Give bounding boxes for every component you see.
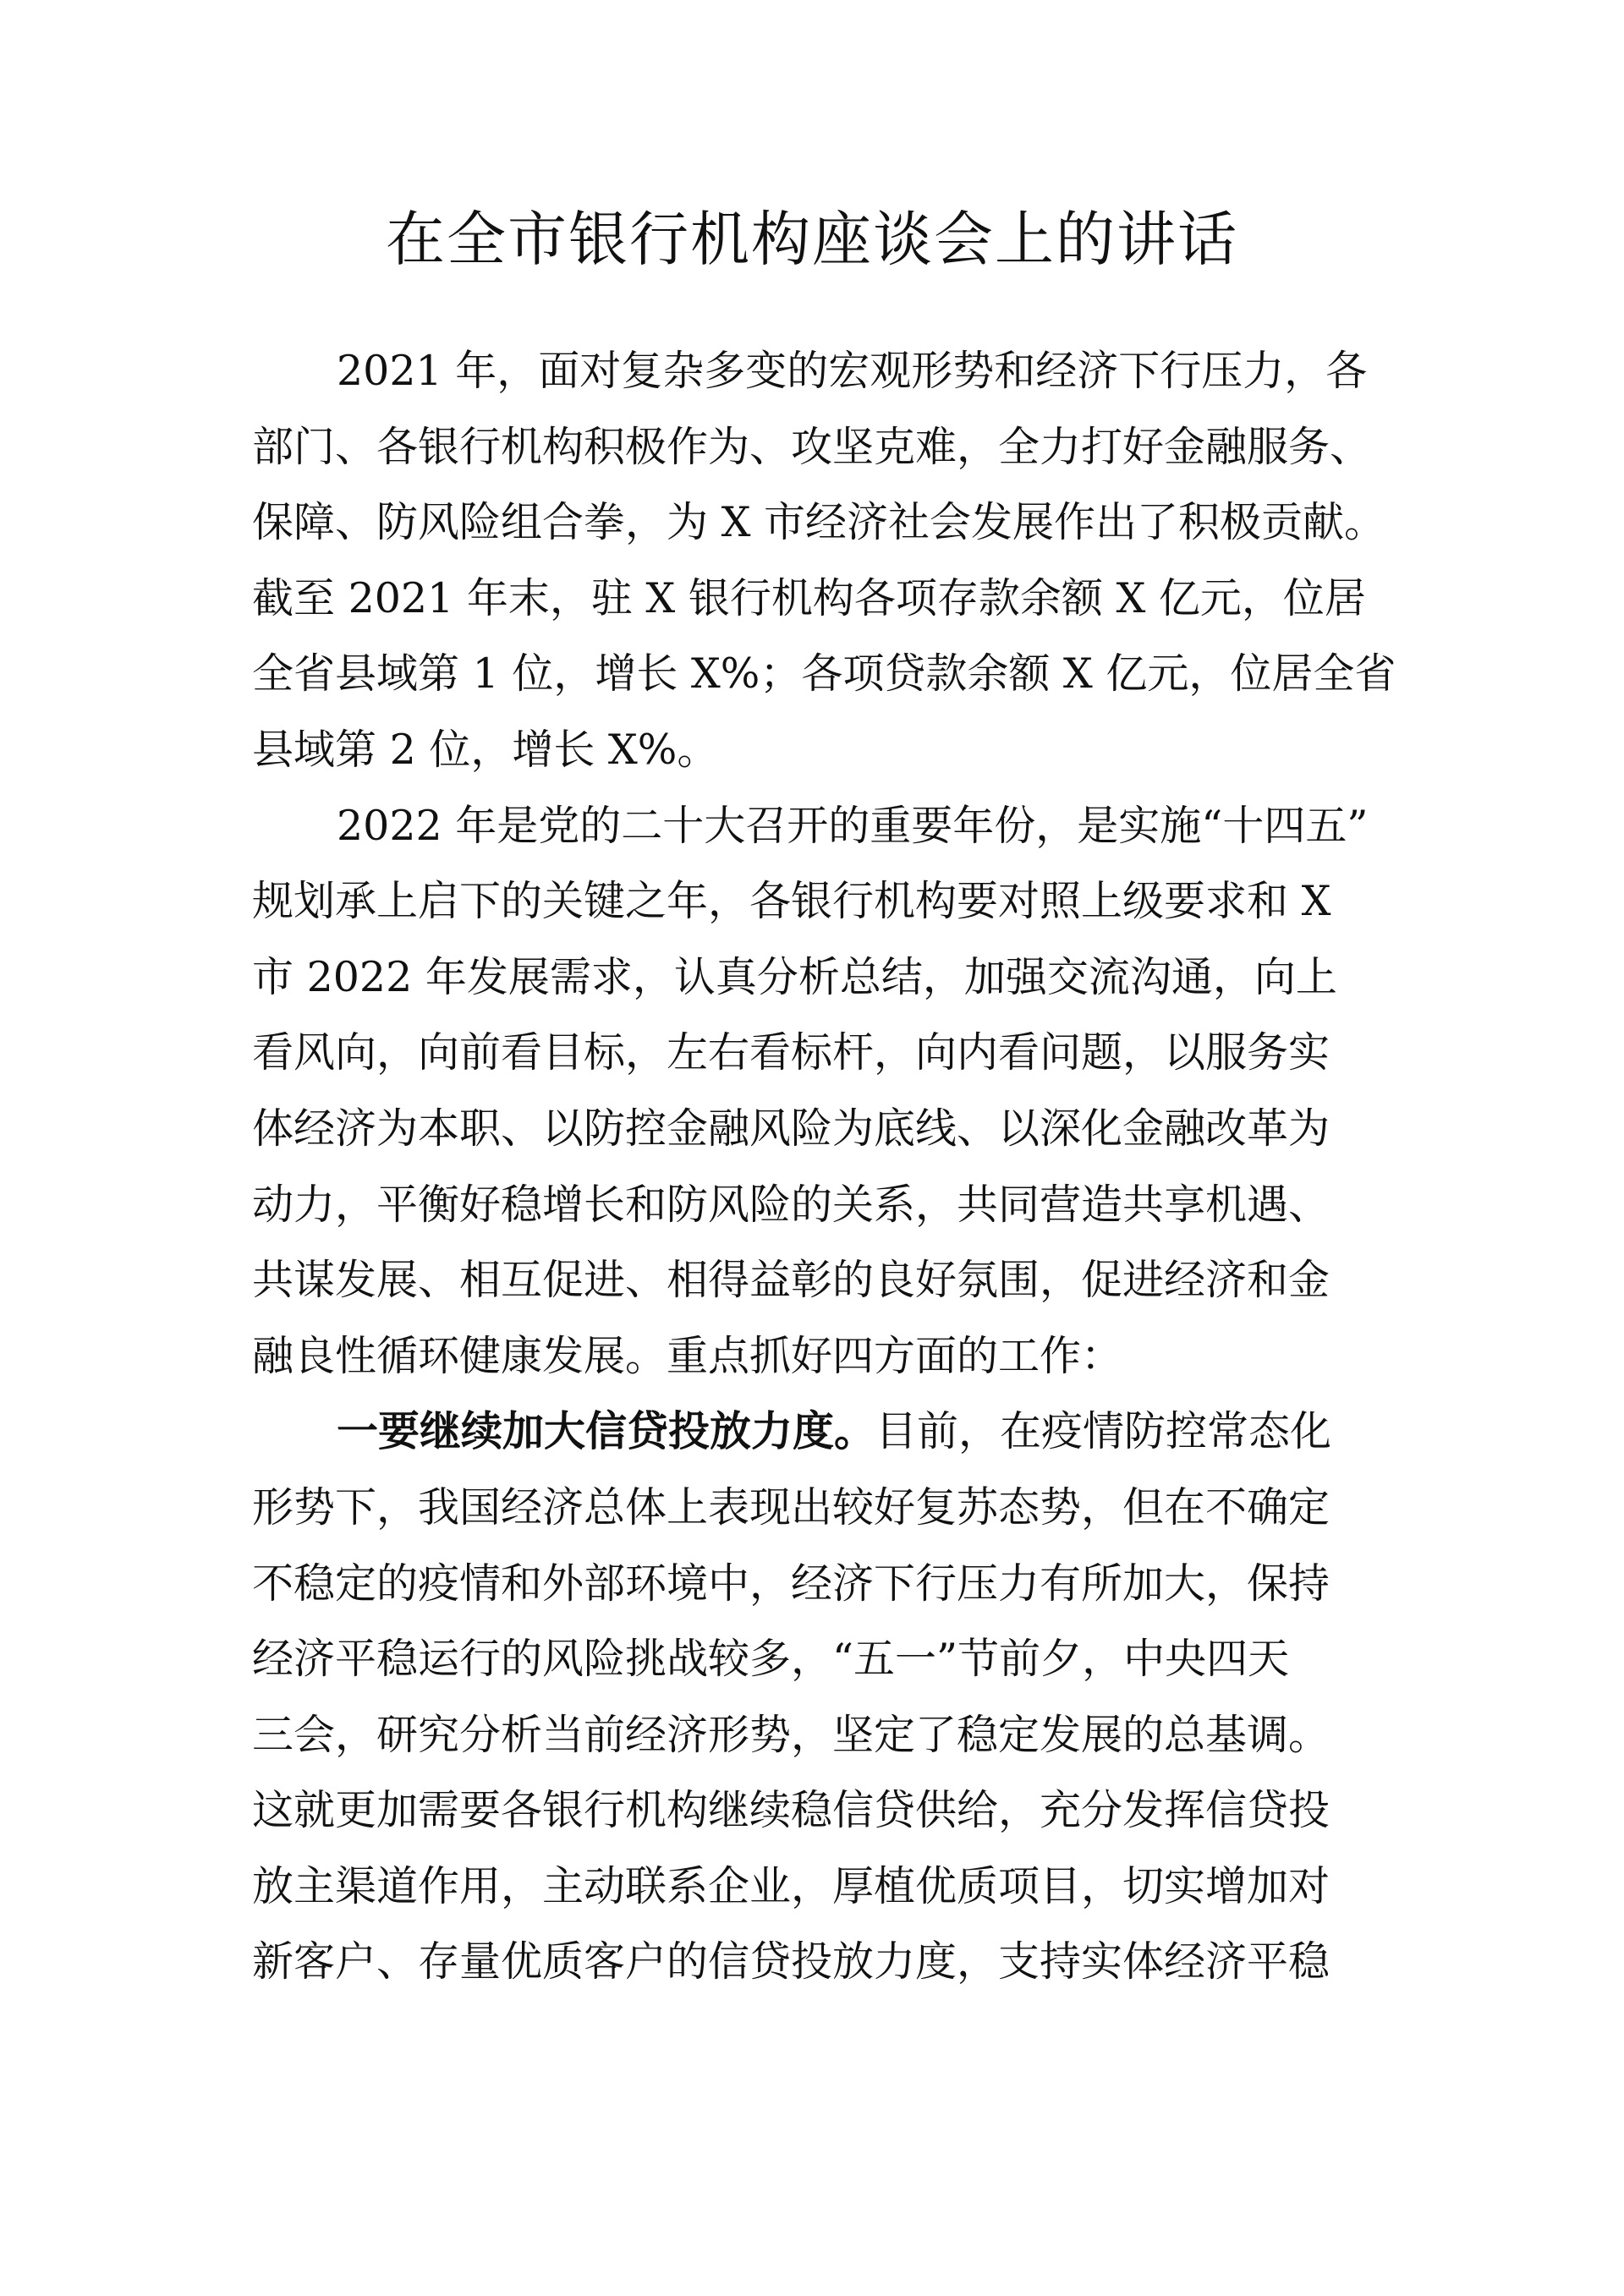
paragraph-line: 县域第 2 位，增长 X%。 xyxy=(252,725,719,774)
paragraph-line: 截至 2021 年末，驻 X 银行机构各项存款余额 X 亿元，位居 xyxy=(252,573,1366,622)
paragraph-line: 形势下，我国经济总体上表现出较好复苏态势，但在不确定 xyxy=(252,1482,1330,1532)
paragraph-line: 三会，研究分析当前经济形势，坚定了稳定发展的总基调。 xyxy=(252,1710,1330,1759)
paragraph-line: 2022 年是党的二十大召开的重要年份，是实施“十四五” xyxy=(337,801,1369,850)
paragraph-line: 放主渠道作用，主动联系企业，厚植优质项目，切实增加对 xyxy=(252,1861,1330,1910)
paragraph-line: 这就更加需要各银行机构继续稳信贷供给，充分发挥信贷投 xyxy=(252,1786,1330,1835)
section-lead-heading: 一要继续加大信贷投放力度。 xyxy=(337,1407,876,1456)
paragraph-line: 市 2022 年发展需求，认真分析总结，加强交流沟通，向上 xyxy=(252,952,1337,1001)
paragraph-line: 不稳定的疫情和外部环境中，经济下行压力有所加大，保持 xyxy=(252,1559,1330,1608)
document-body xyxy=(252,333,1396,2000)
paragraph-line: 新客户、存量优质客户的信贷投放力度，支持实体经济平稳 xyxy=(252,1937,1330,1986)
paragraph-line: 体经济为本职、以防控金融风险为底线、以深化金融改革为 xyxy=(252,1104,1330,1153)
section-heading-line xyxy=(252,1394,1384,1470)
paragraph-line: 动力，平衡好稳增长和防风险的关系，共同营造共享机遇、 xyxy=(252,1180,1330,1229)
paragraph-line: 2021 年，面对复杂多变的宏观形势和经济下行压力，各 xyxy=(337,347,1368,395)
paragraph-line: 经济平稳运行的风险挑战较多，“五一”节前夕，中央四天 xyxy=(252,1635,1290,1684)
paragraph-line: 部门、各银行机构积极作为、攻坚克难，全力打好金融服务、 xyxy=(252,422,1372,471)
document-title: 在全市银行机构座谈会上的讲话 xyxy=(386,205,1238,274)
paragraph-line: 共谋发展、相互促进、相得益彰的良好氛围，促进经济和金 xyxy=(252,1256,1330,1305)
paragraph-line: 全省县域第 1 位，增长 X%；各项贷款余额 X 亿元，位居全省 xyxy=(252,649,1396,699)
paragraph-line: 保障、防风险组合拳，为 X 市经济社会发展作出了积极贡献。 xyxy=(252,498,1386,547)
paragraph-line: 规划承上启下的关键之年，各银行机构要对照上级要求和 X xyxy=(252,877,1331,926)
section-lead-rest: 目前，在疫情防控常态化 xyxy=(875,1407,1332,1456)
paragraph-line: 融良性循环健康发展。重点抓好四方面的工作： xyxy=(252,1331,1123,1380)
paragraph-line: 看风向，向前看目标，左右看标杆，向内看问题，以服务实 xyxy=(252,1028,1330,1077)
